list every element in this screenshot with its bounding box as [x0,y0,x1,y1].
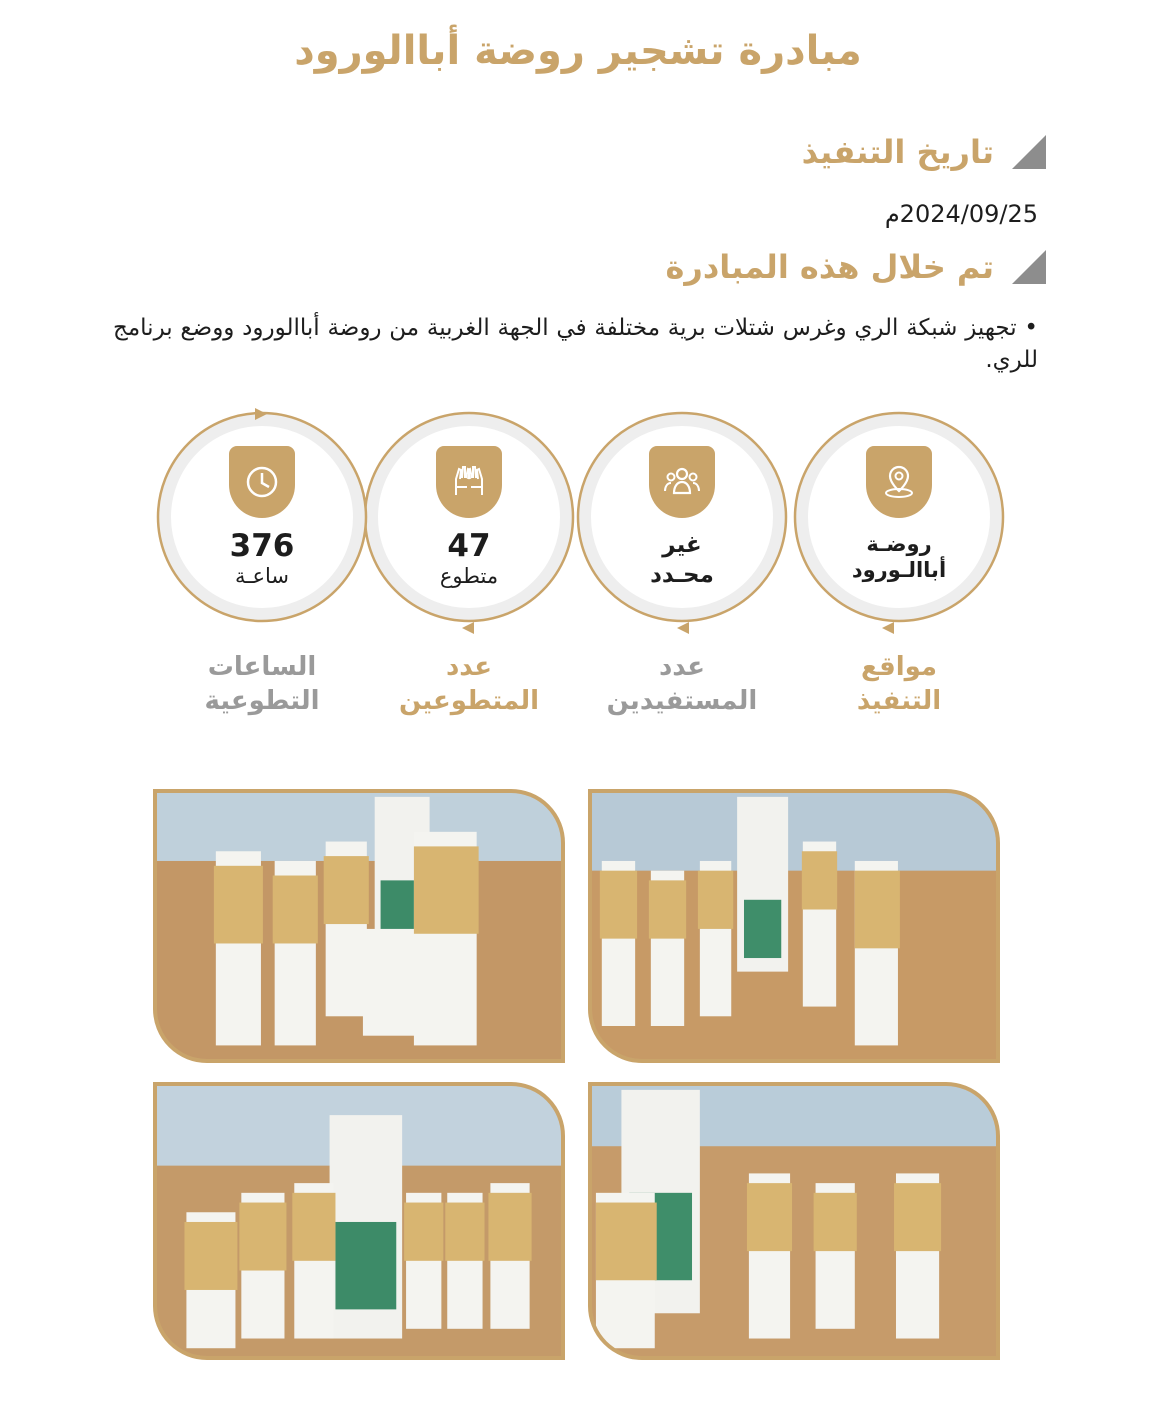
initiative-photo [588,789,1000,1063]
stat-line2: أباالـورود [851,558,947,582]
raised-hands-icon [436,446,502,518]
stat-caption-line1: عدد [658,652,706,682]
initiative-photo [588,1082,1000,1360]
stat-caption-line1: مواقع [860,652,938,682]
stat-hours [155,410,375,730]
stat-line1: غير [662,532,702,558]
stats-row [0,410,1156,730]
stat-volunteers [362,410,582,730]
stat-unit: متطوع [439,564,499,588]
progress-ring-icon [362,410,582,640]
stat-value: 376 [229,528,295,564]
progress-ring-icon [792,410,1012,640]
stat-beneficiaries [575,410,795,730]
date-heading-text: تاريخ التنفيذ [801,133,994,171]
people-group-icon [649,446,715,518]
stat-caption-line1: الساعات [207,652,317,682]
progress-ring-icon [155,410,375,640]
stat-unit: ساعـة [235,564,289,588]
activities-heading-text: تم خلال هذه المبادرة [665,248,994,286]
date-section-heading [802,133,1046,171]
triangle-bullet-icon [1012,250,1046,284]
page-title: مبادرة تشجير روضة أباالورود [294,28,862,74]
stat-caption-line2: التطوعية [204,686,320,716]
stat-caption-line2: المستفيدين [606,686,758,716]
clock-icon [229,446,295,518]
activities-description: • تجهيز شبكة الري وغرس شتلات برية مختلفة في الجهة الغربية من روضة أباالورود ووضع برنامج للري. [113,315,1038,373]
progress-ring-icon [575,410,795,640]
activities-section-heading [666,248,1046,286]
stat-line2: محـدد [650,562,714,588]
triangle-bullet-icon [1012,135,1046,169]
stat-value: 47 [447,528,491,564]
stat-caption-line2: التنفيذ [856,686,942,716]
stat-line1: روضـة [866,532,932,556]
execution-date: 2024/09/25م [884,200,1038,228]
stat-caption-line1: عدد [445,652,493,682]
stat-caption-line2: المتطوعين [398,686,540,716]
initiative-photo [153,1082,565,1360]
stat-locations [792,410,1012,730]
location-pin-icon [866,446,932,518]
initiative-photo [153,789,565,1063]
